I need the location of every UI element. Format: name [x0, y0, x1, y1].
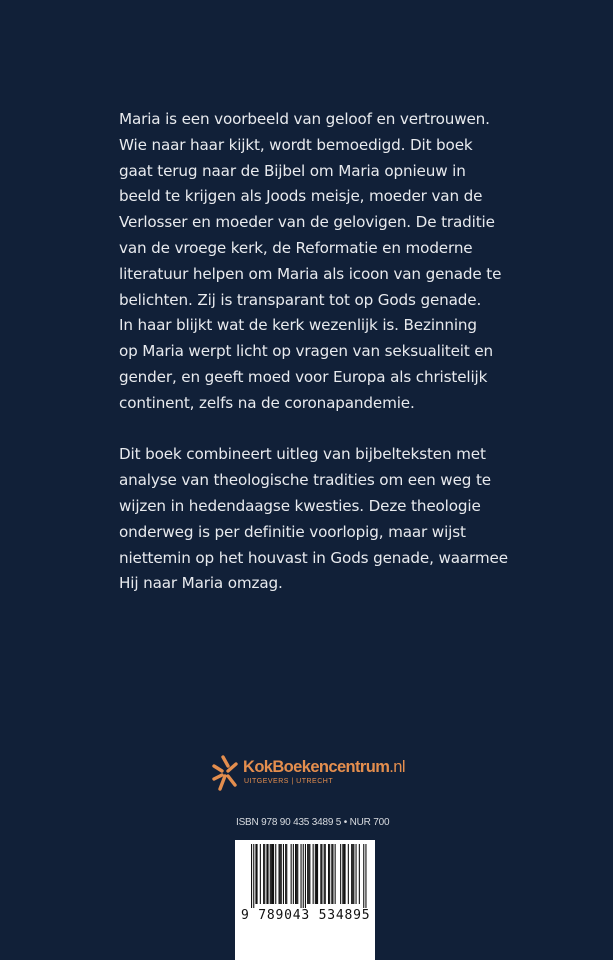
barcode-bar: [270, 844, 271, 904]
barcode-bar: [296, 844, 297, 904]
barcode-bars: [235, 840, 375, 960]
barcode-bar: [340, 844, 341, 904]
blurb-paragraph-2: [119, 442, 508, 597]
publisher-tagline: UITGEVERS | UTRECHT: [244, 778, 334, 785]
barcode-bar: [303, 844, 304, 908]
blurb-line: Wie naar haar kijkt, wordt bemoedigd. Dit boek: [119, 135, 473, 154]
blurb-line: continent, zelfs na de coronapandemie.: [119, 393, 415, 412]
publisher-name-suffix: .nl: [389, 758, 405, 776]
barcode-bar: [317, 844, 318, 904]
barcode-bar: [308, 844, 309, 904]
publisher-logo: [211, 754, 421, 794]
barcode-bar: [281, 844, 282, 904]
barcode-bar: [279, 844, 280, 904]
barcode-bar: [309, 844, 310, 904]
kok-boekencentrum-logo-icon: [211, 754, 239, 794]
blurb-line: op Maria werpt licht op vragen van seksualiteit en: [119, 342, 493, 361]
barcode-bar: [305, 844, 306, 908]
blurb-line: wijzen in hedendaagse kwesties. Deze theologie: [119, 496, 481, 515]
barcode-bar: [329, 844, 330, 904]
blurb-line: Verlosser en moeder van de gelovigen. De traditie: [119, 213, 495, 232]
barcode-bar: [335, 844, 336, 904]
blurb-paragraph-1: [119, 107, 502, 417]
barcode-bar: [307, 844, 308, 904]
barcode-bar: [301, 844, 302, 908]
barcode-digits: 9 789043 534895: [241, 908, 371, 923]
blurb-line: niettemin op het houvast in Gods genade, waarmee: [119, 548, 508, 567]
blurb-line: belichten. Zij is transparant tot op Gods genade.: [119, 290, 482, 309]
barcode-bar: [320, 844, 321, 904]
barcode-bar: [260, 844, 261, 904]
isbn-label: ISBN 978 90 435 3489 5 • NUR 700: [236, 817, 390, 828]
blurb-line: Maria is een voorbeeld van geloof en vertrouwen.: [119, 110, 490, 128]
barcode-bar: [295, 844, 296, 904]
blurb-line: beeld te krijgen als Joods meisje, moeder van de: [119, 187, 483, 206]
barcode-bar: [268, 844, 269, 904]
blurb-text: [119, 107, 508, 597]
barcode-bar: [255, 844, 256, 904]
barcode-bar: [257, 844, 258, 904]
barcode-bar: [321, 844, 322, 904]
barcode-bar: [348, 844, 349, 904]
blurb-line: Hij naar Maria omzag.: [119, 574, 283, 593]
barcode-bar: [351, 844, 352, 904]
barcode-bar: [328, 844, 329, 904]
barcode: [235, 840, 375, 960]
blurb-line: analyse van theologische tradities om een weg te: [119, 471, 491, 490]
barcode-bar: [253, 844, 254, 908]
barcode-bar: [293, 844, 294, 904]
barcode-bar: [345, 844, 346, 904]
barcode-bar: [266, 844, 267, 904]
barcode-bar: [342, 844, 343, 904]
barcode-bar: [251, 844, 252, 908]
blurb-line: onderweg is per definitie voorlopig, maar wijst: [119, 522, 466, 541]
barcode-bar: [291, 844, 292, 904]
barcode-bar: [331, 844, 332, 904]
barcode-bar: [315, 844, 316, 904]
barcode-bar: [275, 844, 276, 904]
barcode-bar: [285, 844, 286, 904]
publisher-name-main: KokBoekencentrum: [243, 758, 390, 776]
blurb-line: literatuur helpen om Maria als icoon van genade te: [119, 264, 502, 283]
barcode-bar: [272, 844, 273, 904]
publisher-name: [243, 758, 405, 777]
barcode-bar: [313, 844, 314, 904]
barcode-bar: [365, 844, 366, 908]
barcode-bar: [343, 844, 344, 904]
barcode-bar: [297, 844, 298, 904]
blurb-line: Dit boek combineert uitleg van bijbelteksten met: [119, 445, 486, 464]
barcode-bar: [359, 844, 360, 904]
barcode-bar: [283, 844, 284, 904]
barcode-bar: [325, 844, 326, 904]
barcode-bar: [332, 844, 333, 904]
barcode-bar: [363, 844, 364, 908]
barcode-bar: [273, 844, 274, 904]
barcode-bar: [356, 844, 357, 904]
blurb-line: van de vroege kerk, de Reformatie en moderne: [119, 238, 473, 257]
barcode-bar: [264, 844, 265, 904]
barcode-bar: [353, 844, 354, 904]
blurb-line: gender, en geeft moed voor Europa als christelijk: [119, 367, 488, 386]
barcode-bar: [263, 844, 264, 904]
barcode-bar: [271, 844, 272, 904]
barcode-bar: [286, 844, 287, 904]
barcode-bar: [352, 844, 353, 904]
barcode-bar: [280, 844, 281, 904]
blurb-line: In haar blijkt wat de kerk wezenlijk is. Bezinning: [119, 316, 477, 335]
barcode-bar: [316, 844, 317, 904]
barcode-bar: [324, 844, 325, 904]
blurb-line: gaat terug naar de Bijbel om Maria opnieuw in: [119, 161, 466, 180]
